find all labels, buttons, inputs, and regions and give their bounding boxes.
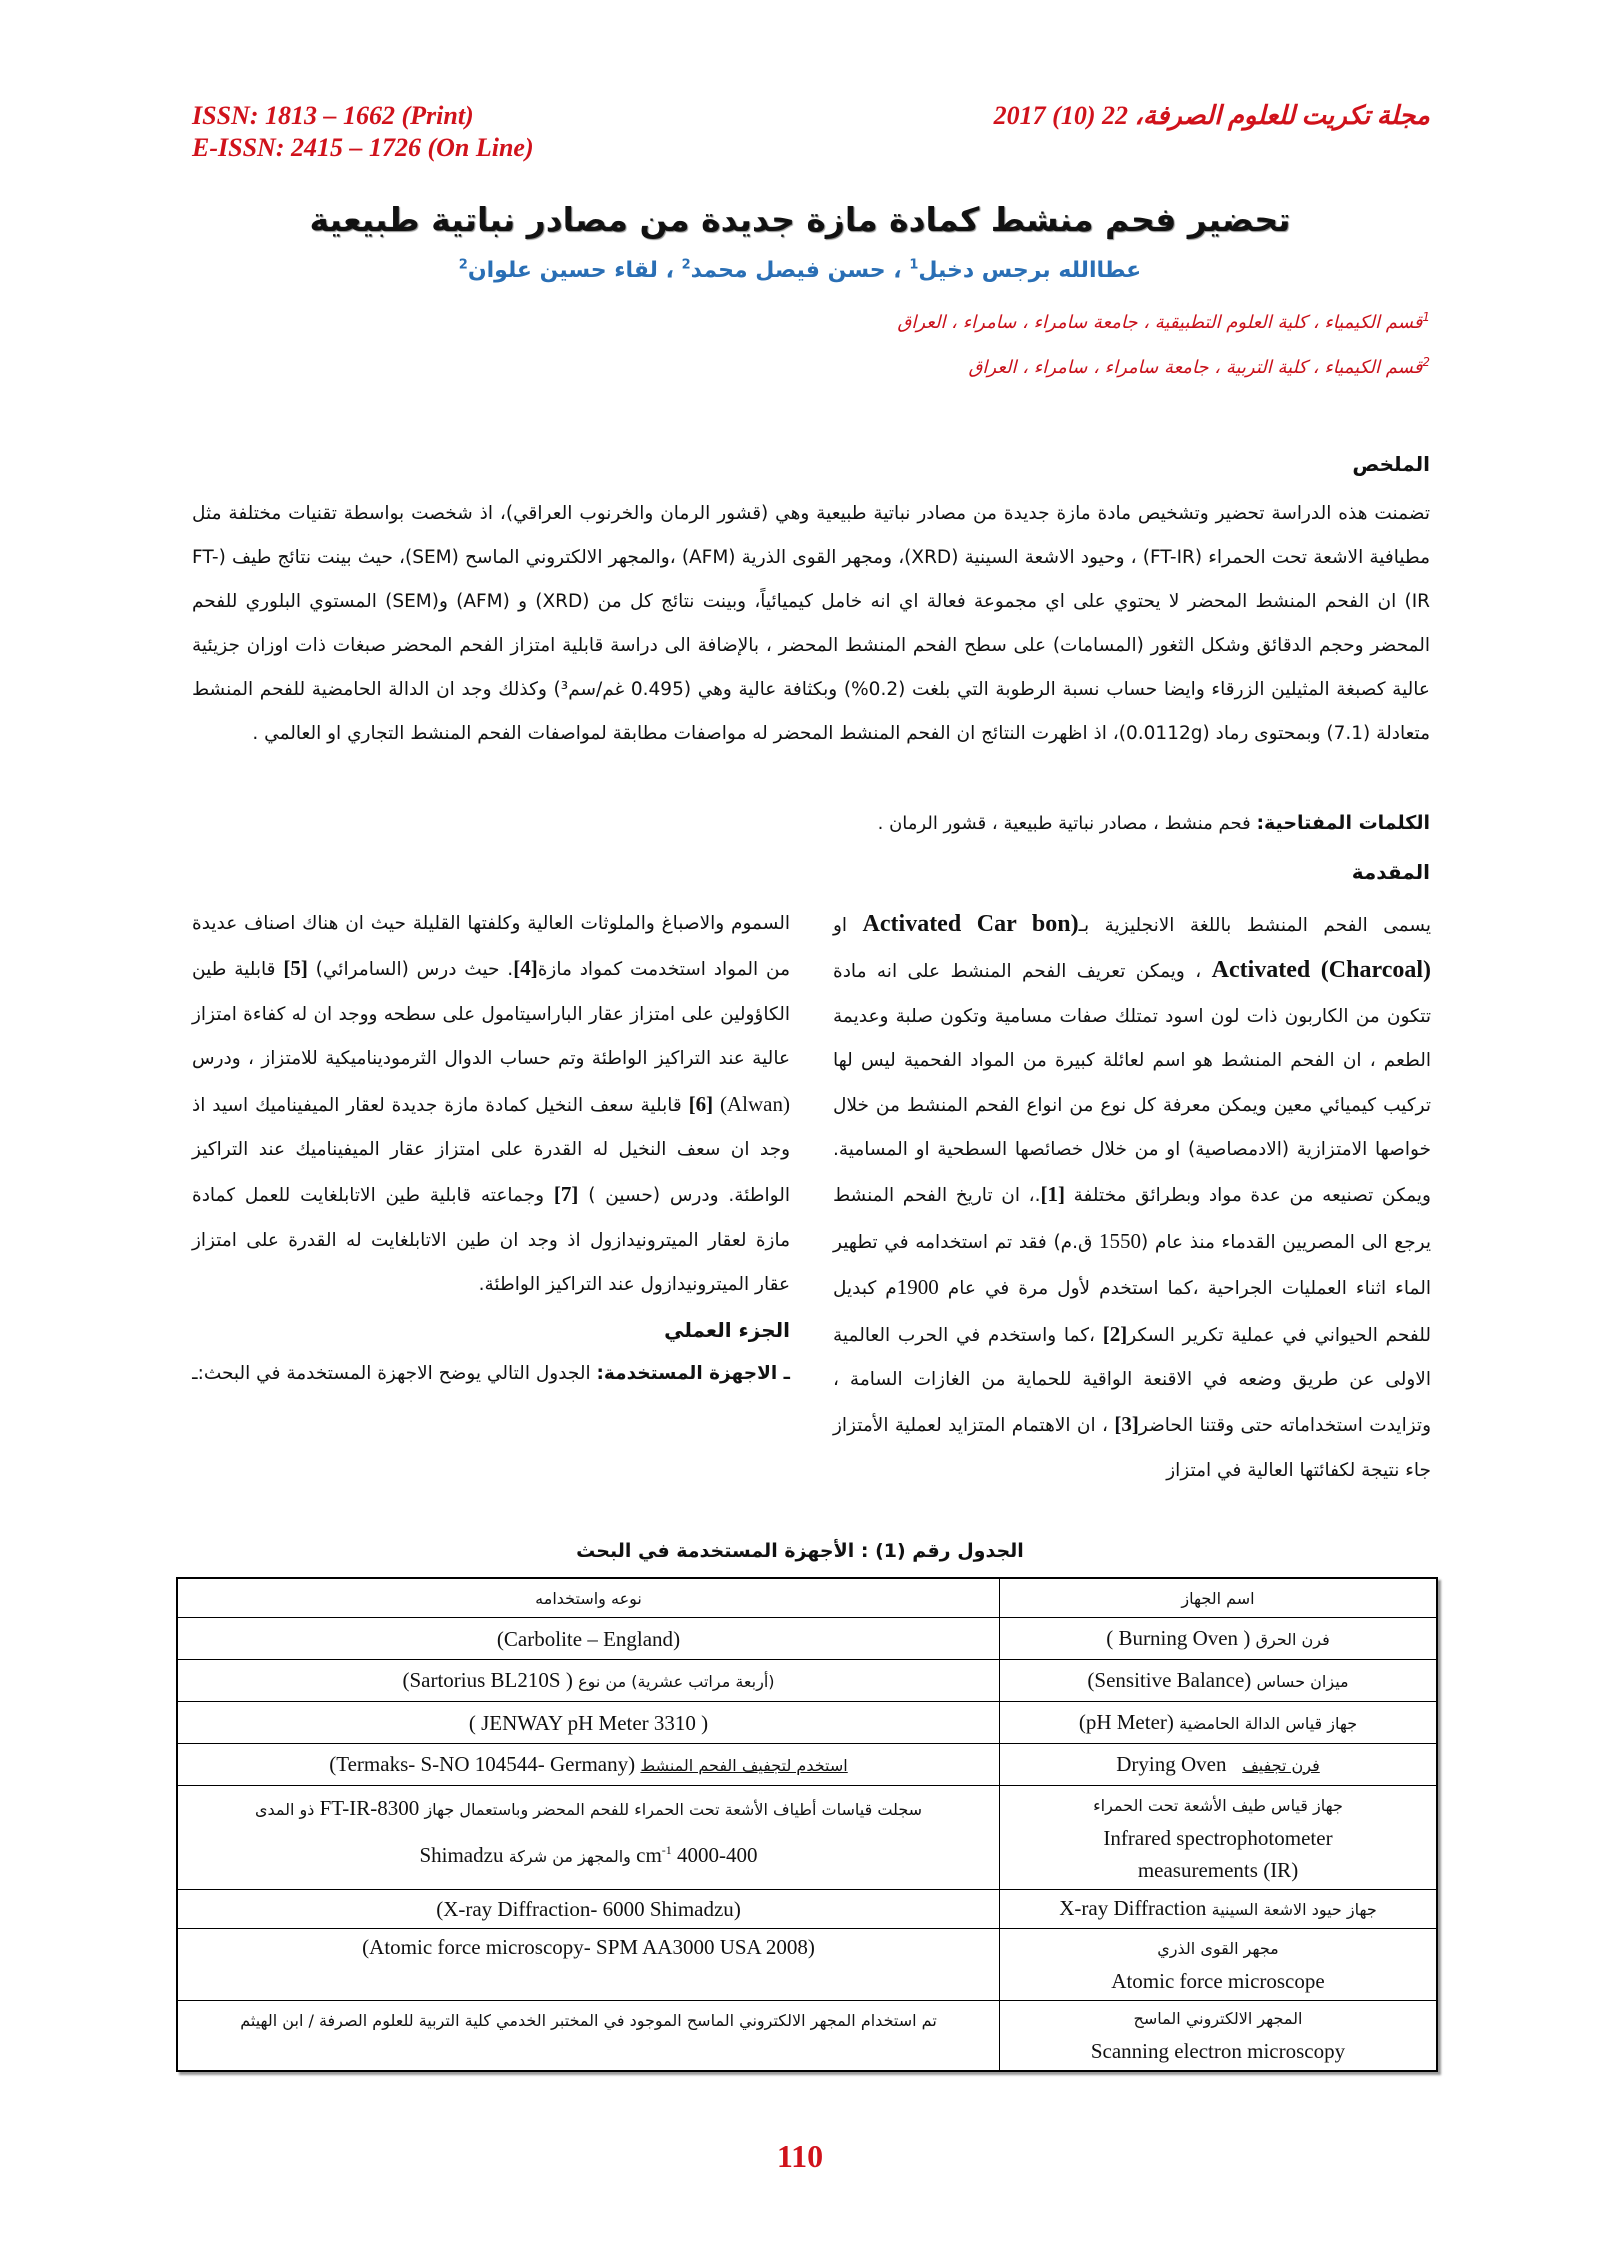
table-row: جهاز قياس طيف الأشعة تحت الحمراء Infrared spectrophotometer (IR) measurements سجلت قياسات أطياف الأشعة تحت الحمراء للفحم المحضر وباستعمال جهاز FT-IR-8300 ذو المدى 4000-400 $cm^{-1}$ والمجهز من شركة Shimadzu	[177, 1786, 1437, 1890]
abstract-heading: الملخص	[1352, 452, 1430, 476]
table-row: مجهر القوى الذري Atomic force microscope (Atomic force microscopy- SPM AA3000 USA 2008)	[177, 1929, 1437, 2001]
keywords	[878, 812, 1430, 834]
table-row: فرن تجفيف Drying Oven استخدم لتجفيف الفحم المنشط (Termaks- S-NO 104544- Germany)	[177, 1744, 1437, 1786]
table-row: فرن الحرق ( Burning Oven ) (Carbolite – England)	[177, 1618, 1437, 1660]
affiliation-2: $^2$قسم الكيمياء ، كلية التربية ، جامعة سامراء ، سامراء ، العراق	[968, 355, 1430, 378]
citation-1: [1]	[1040, 1182, 1065, 1207]
table-header-row	[177, 1578, 1437, 1618]
intro-paragraph-continued: السموم والاصباغ والملوثات العالية وكلفتها القليلة حيث ان هناك اصناف عديدة من المواد استخدمت كمواد مازة[4]. حيث درس (السامرائي) [5] قابلية طين الكاؤولين على امتزاز عقار الباراسيتامول على سطحه ووجد ان له كفاءة امتزاز عالية عند التراكيز الواطئة وتم حساب الدوال الثرموديناميكية للامتزاز ، ودرس (Alwan) [6] قابلية سعف النخيل كمادة مازة جديدة لعقار الميفيناميك اسيد اذ وجد ان سعف النخيل له القدرة على امتزاز عقار الميفيناميك عند التراكيز الواطئة. ودرس (حسين ) [7] وجماعته قابلية طين الاتابلغايت للعمل كمادة مازة لعقار الميترونيدازول اذ وجد ان طين الاتابلغايت له القدرة على امتزاز عقار الميترونيدازول عند التراكيز الواطئة.	[192, 913, 791, 1296]
table-caption: الجدول رقم (1) : الأجهزة المستخدمة في البحث	[576, 1540, 1024, 1562]
intro-column-right	[833, 902, 1431, 1493]
table-row: المجهر الالكتروني الماسح Scanning electron microscopy تم استخدام المجهر الالكتروني الماسح الموجود في المختبر الخدمي كلية التربية للعلوم الصرفة / ابن الهيثم	[177, 2001, 1437, 2071]
author-2: حسن فيصل محمد$^2$	[681, 258, 886, 284]
citation-6: [6]	[688, 1091, 714, 1116]
author-list: عطاالله برجس دخيل$^1$ ، حسن فيصل محمد$^2$ ، لقاء حسين علوان$^2$	[458, 258, 1142, 284]
citation-7: [7]	[553, 1182, 579, 1207]
table-row: جهاز حيود الاشعة السينية X-ray Diffraction (X-ray Diffraction- 6000 Shimadzu)	[177, 1890, 1437, 1929]
issn-online: E-ISSN: 2415 – 1726 (On Line)	[192, 133, 534, 162]
table-row: ميزان حساس (Sensitive Balance) (أربعة مراتب عشرية) من نوع ( Sartorius BL210S)	[177, 1660, 1437, 1702]
journal-citation: مجلة تكريت للعلوم الصرفة، 22 (10) 2017	[993, 101, 1430, 130]
equipment-intro: ـ الاجهزة المستخدمة: الجدول التالي يوضح الاجهزة المستخدمة في البحث:ـ	[192, 1363, 790, 1385]
abstract-text: تضمنت هذه الدراسة تحضير وتشخيص مادة مازة جديدة من مصادر نباتية طبيعية وهي (قشور الرمان والخرنوب العراقي)، اذ شخصت بواسطة تقنيات مختلفة مثل مطيافية الاشعة تحت الحمراء (FT-IR) ، وحيود الاشعة السينية (XRD)، ومجهر القوى الذرية (AFM) ،والمجهر الالكتروني الماسح (SEM)، حيث بينت نتائج طيف (FT-IR) ان الفحم المنشط المحضر لا يحتوي على اي مجموعة فعالة اي انه خامل كيميائياً، وبينت نتائج كل من (XRD) و (AFM) و(SEM) المستوي البلوري للفحم المحضر وحجم الدقائق وشكل الثغور (المسامات) على سطح الفحم المنشط المحضر ، بالإضافة الى دراسة قابلية امتزاز الفحم المحضر صبغات ذات اوزان جزيئية عالية كصبغة المثيلين الزرقاء وايضا حساب نسبة الرطوبة التي بلغت (0.2%) وبكثافة عالية وهي (0.495 غم/سم³) وكذلك وجد ان الدالة الحامضية للفحم المنشط متعادلة (7.1) وبمحتوى رماد (0.0112g)، اذ اظهرت النتائج ان الفحم المنشط المحضر له مواصفات مطابقة لمواصفات الفحم المنشط التجاري او العالمي .	[192, 503, 1431, 744]
equipment-table	[176, 1577, 1438, 2072]
issn-block	[192, 100, 534, 164]
keywords-label: الكلمات المفتاحية:	[1256, 812, 1430, 834]
article-title: تحضير فحم منشط كمادة مازة جديدة من مصادر نباتية طبيعية	[309, 200, 1291, 239]
keywords-text: فحم منشط ، مصادر نباتية طبيعية ، قشور الرمان .	[877, 813, 1257, 834]
introduction-heading: المقدمة	[1351, 860, 1430, 884]
author-3: لقاء حسين علوان$^2$	[458, 258, 658, 284]
page-number: 110	[776, 2138, 824, 2174]
intro-column-left	[192, 902, 790, 1396]
table-row: جهاز قياس الدالة الحامضية (pH Meter) ( JENWAY pH Meter 3310 )	[177, 1702, 1437, 1744]
header-device-name: اسم الجهاز	[1000, 1578, 1438, 1618]
issn-print: ISSN: 1813 – 1662 (Print)	[192, 101, 474, 130]
affiliation-1: $^1$قسم الكيمياء ، كلية العلوم التطبيقية ، جامعة سامراء ، سامراء ، العراق	[897, 310, 1430, 333]
citation-3: [3]	[1114, 1412, 1139, 1437]
citation-4: [4]	[513, 956, 538, 981]
citation-5: [5]	[283, 956, 308, 981]
intro-paragraph: يسمى الفحم المنشط باللغة الانجليزية بـ(Activated Car bon او Activated (Charcoal) ، ويمكن تعريف الفحم المنشط على انه مادة تتكون من الكاربون ذات لون اسود تمتلك صفات مسامية وتكون صلبة وعديمة الطعم ، ان الفحم المنشط هو اسم لعائلة كبيرة من المواد الفحمية ليس لها تركيب كيميائي معين ويمكن معرفة كل نوع من انواع الفحم المنشط من خلال خواصها الامتزازية (الادمصاصية) او من خلال خصائصها السطحية او المسامية. ويمكن تصنيعه من عدة مواد وبطرائق مختلفة [1].، ان تاريخ الفحم المنشط يرجع الى المصريين القدماء منذ عام (1550 ق.م) فقد تم استخدامه في تطهير الماء اثناء العمليات الجراحية ،كما استخدم لأول مرة في عام 1900م كبديل للفحم الحيواني في عملية تكرير السكر[2] ،كما واستخدم في الحرب العالمية الاولى عن طريق وضعه في الاقنعة الواقية للحماية من الغازات السامة ، وتزايدت استخداماته حتى وقتنا الحاضر[3] ، ان الاهتمام المتزايد لعملية الأمتزاز جاء نتيجة لكفائتها العالية في امتزاز	[833, 911, 1432, 1481]
citation-2: [2]	[1102, 1321, 1128, 1346]
author-1: عطاالله برجس دخيل$^1$	[909, 258, 1142, 284]
experimental-heading: الجزء العملي	[664, 1317, 790, 1342]
header-type-usage: نوعه واستخدامه	[177, 1578, 1000, 1618]
